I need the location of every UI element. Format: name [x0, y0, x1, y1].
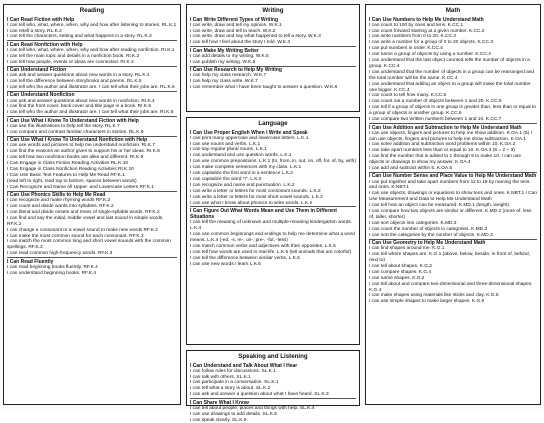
checklist-item: I Can Use Basic Text Features to Help Me Read RF.K.1	[7, 172, 125, 178]
column-right	[365, 4, 541, 405]
checklist-item: I can publish my writing. W.K.6	[190, 59, 256, 65]
checklist-item: (read left to right, read top to bottom, spaces between words)	[7, 178, 137, 184]
language-box	[186, 117, 360, 345]
checklist-item: I can count to tell how many. K.CC.5	[369, 93, 447, 99]
checklist-item: I can tell how I feel about the story I told. W.K.3	[190, 40, 290, 46]
section-heading: I Can Understand Fiction	[7, 66, 177, 74]
checklist-item: I can tell how an object can be measured. K.MD.1 (length, weight)	[369, 203, 509, 209]
section-heading: I Can Read Fiction with Help	[7, 16, 75, 23]
checklist-item: I can tell the characters, setting and what happens in a story. RL.K.3	[7, 34, 152, 40]
checklist-item: I can compare two written numbers between 1 and 10. K.CC.7	[369, 117, 502, 123]
checklist-item: I can write a letter or letters for most short vowel sounds. L.K.2	[190, 194, 323, 200]
checklist-item: I Can Engage in Class Fiction Reading Activities RL.K.10	[7, 160, 129, 166]
checklist-item: I can find shapes around me. K.G.1	[369, 246, 445, 252]
section-heading: I Can Use What I Know To Understand Nonfiction with Help	[7, 136, 177, 144]
checklist-item: I can sort the categories by the number of objects. K.MD.3	[369, 232, 493, 238]
section-heading: I Can Use What I Know To Understand Fiction with Help	[7, 116, 177, 124]
checklist-item: I can tell about shapes. K.G.2	[369, 263, 432, 269]
checklist-item: I can tell how people, events or ideas are connected. RI.K.3	[7, 59, 134, 65]
checklist-item: I can match the most common long and short vowel sounds with the common spellings. RF.K.3	[7, 239, 171, 251]
checklist-item: I can capitalize the word "I". L.K.2	[190, 176, 262, 182]
checklist-item: I can add details to my writing. W.K.5	[190, 53, 269, 59]
checklist-item: I can use nouns and verbs. L.K.1	[190, 141, 261, 147]
section-heading: I Can Write Different Types of Writing	[190, 16, 279, 23]
checklist-item: I can remember what I have been taught to answer a question. W.K.8	[190, 85, 338, 91]
section-heading: I Can Understand Nonfiction	[7, 91, 177, 99]
checklist-item: I can use what I know about phonics to write words. L.K.2	[190, 200, 313, 206]
column-middle	[186, 4, 360, 423]
checklist-item: I can tell about and compare two-dimensional and three-dimensional shapes. K.G.4	[369, 281, 533, 293]
checklist-item: I can match common verbs and adjectives with their opposites. L.K.5	[190, 243, 336, 249]
checklist-item: I can write, draw and say what happened to tell a story. W.K.3	[190, 34, 321, 40]
writing-title: Writing	[262, 7, 284, 14]
math-title: Math	[445, 7, 461, 14]
language-title: Language	[258, 120, 288, 127]
checklist-item: I can ask and answer questions about new words in nonfiction. RI.K.4	[7, 98, 155, 104]
checklist-item: I can understand and use question words. L.K.1	[190, 153, 292, 159]
checklist-item: I can tell who the author and illustrator are. I can tell what their jobs are. RL.K.6	[7, 85, 175, 91]
checklist-item: I can tell who, what, where, when, why and how after reading nonfiction. RI.K.1	[7, 47, 175, 53]
section-heading: I Can Use Number Sense and Place Value to Help Me Understand Math	[369, 173, 537, 180]
checklist-item: I can ask and answer questions about new words in a story. RL.K.4	[7, 73, 150, 79]
checklist-item: I can say regular plural nouns. L.K.1	[190, 147, 267, 153]
column-left	[3, 4, 181, 405]
checklist-item: I can solve addition and subtraction word problems within 10. K.OA.2	[369, 142, 516, 148]
checklist-item: I can speak clearly. SL.K.6	[190, 417, 247, 423]
checklist-item: I can write numbers from 0 to 20. K.CC.3	[369, 34, 456, 40]
checklist-item: I can put together and take apart numbers from 11 to 19 by naming the tens and ones. K.NBT.1	[369, 179, 530, 191]
checklist-item: I can tell the difference between similar verbs. L.K.5	[190, 255, 300, 261]
checklist-item: I can make complete sentences with my class. L.K.1	[190, 165, 302, 171]
checklist-item: I can compare how two objects are similar or different. K.MD.2 (more of, less of, taller, shorter)	[369, 209, 532, 220]
checklist-item: I can write, draw and tell to teach. W.K.2	[190, 28, 276, 34]
checklist-item: I can use the illustrations to help tell the story. RL.K.7	[7, 123, 120, 129]
checklist-item: I can use objects, fingers and pictures to help me show addition. K.OA.1 (5) I can use objects, fingers and pictures to help me show subtraction. K.OA.1	[369, 130, 532, 142]
checklist-item: I can change a consonant or a vowel sound to make new words RF.K.2	[7, 227, 158, 233]
checklist-item: I can add and subtract within 5. K.OA.5	[369, 166, 453, 172]
checklist-item: I can make the most common sound for each consonant. RF.K.3	[7, 233, 144, 239]
checklist-item: I can tell about people, places and things with help. SL.K.4	[190, 405, 315, 411]
checklist-item: I can ask and answer a question about what I have heard. SL.K.3	[190, 392, 329, 398]
checklist-item: I can capitalize the first word in a sentence L.K.2	[190, 171, 293, 177]
checklist-item: I can help my class write. W.K.7	[190, 79, 258, 85]
section-heading: I Can Read Nonfiction with Help	[7, 40, 177, 48]
checklist-item: I can write a letter or letters for most consonant sounds. L.K.2	[190, 188, 321, 194]
checklist-item: I can use new words I learn L.K.6	[190, 261, 261, 267]
checklist-item: I can tell who, what, where, when, why and how after listening to stories. RL.K.1	[7, 22, 177, 28]
checklist-item: I can tell the meaning of unknown and multiple-meaning kindergarten words. L.K.4	[190, 220, 353, 232]
checklist-item: I can tell who the author and illustrator are. I can tell what their jobs are. RI.K.6	[7, 110, 174, 116]
checklist-item: I can tell the difference between storybooks and poems. RL.K.5	[7, 79, 142, 85]
checklist-item: I can tell the main topic and details in a nonfiction book. RI.K.2	[7, 53, 140, 59]
checklist-item: I can tell what a story is about. SL.K.2	[190, 386, 271, 392]
checklist-item: I can talk with others. SL.K.1	[190, 374, 251, 380]
math-box	[365, 4, 541, 405]
section-heading: I Can Make My Writing Better	[190, 46, 356, 54]
section-heading: I Can Use Phonics Skills to Help Me Read	[7, 191, 177, 199]
checklist-item: I can understand that the number of objects in a group can be rearranged and the total number will be the same. K.CC.4	[369, 69, 535, 81]
checklist-item: I Can Recognize and Name All Upper- and Lowercase Letters RF.K.1	[7, 184, 154, 190]
section-heading: I Can Understand and Talk About What I Hear	[190, 362, 298, 369]
checklist-item: I can read common high-frequency words. RF.K.3	[7, 251, 113, 257]
section-heading: I Can Figure Out What Words Mean and Use Them in Different Situations	[190, 206, 356, 220]
checklist-item: I can use common prepositions. L.K.1 (to, from, in, out, on, off, for, of, by, with)	[190, 159, 356, 165]
checklist-item: I can understand beginning books. RF.K.4	[7, 270, 97, 276]
checklist-item: I can make shapes using materials like sticks and clay. K.G.5	[369, 293, 499, 299]
section-heading: I Can Read Fluently	[7, 257, 177, 265]
checklist-item: I can tell if a group of objects in one group is greater than, less than or equal to a group of objects in another group. K.CC.6	[369, 105, 536, 117]
checklist-item: I can use common beginnings and endings to help me determine what a word means. L.K.4 (-ed, -s, re-, un-, pre-, -ful, -less)	[190, 231, 355, 243]
checklist-item: I can compare shapes. K.G.4	[369, 269, 432, 275]
checklist-item: I can understand that the last object counted tells the number of objects in a group. K.CC.4	[369, 58, 530, 69]
checklist-item: I can count out a number of objects between 1 and 20. K.CC.5	[369, 99, 502, 105]
checklist-item: I can tell where shapes are. K.G.1 (above, below, beside, in front of, behind, next to)	[369, 252, 531, 263]
checklist-item: I can sort objects into categories. K.MD.3	[369, 220, 457, 226]
checklist-item: I can use words and pictures to help me understand nonfiction. RI.K.7	[7, 143, 155, 149]
speaking-title: Speaking and Listening	[238, 353, 308, 360]
checklist-item: I can find the number that is added to 1 through 9 to make 10. I can use objects or drawings to show my answer. K.OA.4	[369, 154, 521, 166]
checklist-item: I can put numbers in order. K.CC.4	[369, 46, 443, 52]
checklist-item: I can name shapes. K.G.2	[369, 275, 425, 281]
checklist-item: I can print many uppercase and lowercase letters. L.K.1	[190, 135, 309, 141]
checklist-item: I can find the reasons an author gives to support his or her ideas. RI.K.8	[7, 149, 160, 155]
section-heading: I Can Share What I Know	[190, 398, 356, 406]
checklist-item: I Can Engage in Class Nonfiction Reading Activities RI.K.10	[7, 166, 134, 172]
section-heading: I Can Use Addition and Subtraction to Help Me Understand Math	[369, 123, 537, 131]
checklist-item: I can help my class research. W.K.7	[190, 73, 267, 79]
checklist-item: I can participate in a conversation. SL.K.1	[190, 380, 279, 386]
checklist-item: I can count and divide words into syllables. RF.K.2	[7, 204, 114, 209]
checklist-item: I can recognize and make rhyming words RF.K.2	[7, 198, 111, 204]
checklist-item: I can find and say the initial, middle vowel and last sound in simple words. RF.K.2	[7, 215, 164, 227]
checklist-item: I can tell how two nonfiction books are alike and different. RI.K.9	[7, 155, 144, 161]
reading-title: Reading	[79, 7, 105, 14]
section-heading: I Can Use Numbers to Help Me Understand Math	[369, 16, 484, 23]
checklist-item: I can write, draw and tell my opinion. W.K.1	[190, 22, 282, 28]
checklist-item: I can follow rules for discussions. SL.K.1	[190, 368, 276, 374]
checklist-item: I can find the front cover, back cover and title page in a book. RI.K.5	[7, 104, 151, 110]
checklist-item: I can use objects, drawings or equations to show tens and ones. K.NBT.1 I Can Use Measurement and Data to Help Me Understand Math	[369, 191, 537, 203]
checklist-item: I can read beginning books fluently. RF.K.4	[7, 264, 98, 270]
speaking-listening-box	[186, 350, 360, 423]
checklist-item: I can use simple shapes to make larger shapes. K.G.6	[369, 299, 485, 305]
checklist-item: I can use drawings to add details. SL.K.5	[190, 411, 277, 417]
reading-box	[3, 4, 181, 405]
checklist-item: I can compare and contrast familiar characters in stories. RL.K.9	[7, 129, 144, 135]
section-heading: I Can Use Research to Help My Writing	[190, 66, 356, 74]
checklist-item: I can write a number for a group of 0 to 20 objects. K.CC.3	[369, 40, 493, 46]
writing-box	[186, 4, 360, 112]
checklist-item: I can recognize and name end punctuation. L.K.2	[190, 182, 295, 188]
checklist-item: I can understand that adding an object to a group will make the total number one bigger. K.CC.4	[369, 81, 531, 93]
checklist-item: I can retell a story. RL.K.2	[7, 28, 62, 34]
checklist-item: I can count to 100 by ones and tens. K.CC.1	[369, 22, 464, 28]
checklist-item: I can name a group of objects by using a number. K.CC.4	[369, 52, 491, 58]
checklist-item: I can count the number of objects in categories. K.MD.3	[369, 226, 488, 232]
checklist-item: I can blend and divide onsets and rimes of single-syllable words. RF.K.2	[7, 209, 160, 215]
section-heading: I Can Use Geometry to Help Me Understand Math	[369, 239, 537, 247]
checklist-item: I can count forward starting at a given number. K.CC.2	[369, 28, 485, 34]
checklist-item: I can tell how words are used in real-life. L.K.5 (tell animals that are colorful)	[190, 249, 352, 255]
section-heading: I Can Use Proper English When I Write and Speak	[190, 129, 308, 136]
checklist-item: I can take apart numbers less than or equal to 10. K.OA.3 (5 = 2 + 3)	[369, 148, 515, 154]
